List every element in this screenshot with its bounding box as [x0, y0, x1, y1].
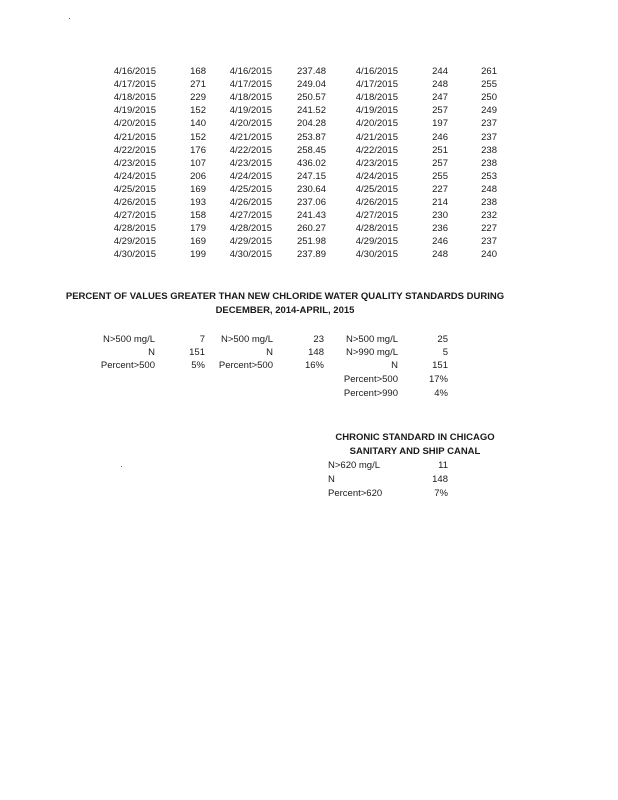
table-cell: 4/27/2015 — [113, 210, 156, 222]
table-cell: 248 — [432, 79, 448, 91]
table-cell: 4/17/2015 — [355, 79, 398, 91]
table-cell: 4/26/2015 — [229, 197, 272, 208]
table-cell: 230 — [432, 210, 448, 222]
chronic-r2-value: 148 — [432, 474, 448, 485]
table-cell: 251 — [432, 144, 448, 156]
chronic-r3-value: 7% — [434, 488, 448, 499]
col1-r3-label: Percent>500 — [100, 360, 155, 371]
table-cell: 4/24/2015 — [113, 170, 156, 182]
col2-r1-value: 23 — [313, 334, 324, 345]
table-cell: 261 — [481, 66, 497, 77]
table-cell: 238 — [481, 157, 497, 169]
col1-r3-value: 5% — [191, 360, 205, 371]
col3-r2-label: N>990 mg/L — [345, 347, 398, 358]
col2-r2-value: 148 — [308, 347, 324, 358]
table-cell: 4/16/2015 — [113, 66, 156, 77]
table-cell: 4/26/2015 — [113, 197, 156, 208]
table-cell: 4/30/2015 — [113, 249, 156, 261]
table-cell: 4/19/2015 — [355, 105, 398, 117]
table-cell: 247 — [432, 92, 448, 104]
table-cell: 238 — [481, 144, 497, 156]
table-cell: 4/19/2015 — [229, 105, 272, 117]
table-cell: 4/25/2015 — [113, 183, 156, 195]
col1-r2-label: N — [148, 347, 155, 358]
table-cell: 214 — [432, 197, 448, 208]
col1-r1-value: 7 — [199, 334, 205, 345]
table-cell: 4/23/2015 — [113, 157, 156, 169]
table-cell: 140 — [190, 118, 206, 130]
table-cell: 4/20/2015 — [355, 118, 398, 130]
table-cell: 152 — [190, 105, 206, 117]
table-cell: 206 — [190, 170, 206, 182]
table-cell: 4/25/2015 — [229, 183, 272, 195]
col3-r3-value: 151 — [432, 360, 448, 371]
percent-section-title-line1: PERCENT OF VALUES GREATER THAN NEW CHLORIDE WATER QUALITY STANDARDS DURING — [65, 291, 505, 302]
table-cell: 4/22/2015 — [113, 144, 156, 156]
table-cell: 249.04 — [296, 79, 326, 91]
table-cell: 4/20/2015 — [229, 118, 272, 130]
table-cell: 4/16/2015 — [229, 66, 272, 77]
table-cell: 260.27 — [296, 223, 326, 235]
col3-r5-label: Percent>990 — [343, 388, 398, 399]
table-cell: 237.48 — [296, 66, 326, 77]
table-cell: 4/25/2015 — [355, 183, 398, 195]
table-cell: 4/29/2015 — [113, 236, 156, 248]
table-cell: 249 — [481, 105, 497, 117]
table-cell: 237 — [481, 131, 497, 143]
table-cell: 4/21/2015 — [113, 131, 156, 143]
col3-r1-label: N>500 mg/L — [345, 334, 398, 345]
col3-r5-value: 4% — [434, 388, 448, 399]
table-cell: 248 — [432, 249, 448, 261]
table-cell: 232 — [481, 210, 497, 222]
col1-r1-label: N>500 mg/L — [102, 334, 155, 345]
scan-speck — [69, 18, 70, 19]
table-cell: 4/22/2015 — [229, 144, 272, 156]
table-cell: 4/20/2015 — [113, 118, 156, 130]
table-cell: 248 — [481, 183, 497, 195]
table-cell: 271 — [190, 79, 206, 91]
table-cell: 152 — [190, 131, 206, 143]
table-cell: 4/27/2015 — [355, 210, 398, 222]
table-cell: 4/24/2015 — [355, 170, 398, 182]
table-cell: 227 — [481, 223, 497, 235]
table-cell: 4/18/2015 — [113, 92, 156, 104]
table-cell: 238 — [481, 197, 497, 208]
table-cell: 251.98 — [296, 236, 326, 248]
table-cell: 4/17/2015 — [113, 79, 156, 91]
table-cell: 258.45 — [296, 144, 326, 156]
table-cell: 179 — [190, 223, 206, 235]
table-cell: 4/29/2015 — [229, 236, 272, 248]
col3-r1-value: 25 — [437, 334, 448, 345]
table-cell: 253.87 — [296, 131, 326, 143]
table-cell: 436.02 — [296, 157, 326, 169]
table-cell: 197 — [432, 118, 448, 130]
chronic-section-title-line2: SANITARY AND SHIP CANAL — [349, 446, 481, 457]
table-cell: 229 — [190, 92, 206, 104]
chronic-r1-label: N>620 mg/L — [328, 460, 381, 471]
table-cell: 4/17/2015 — [229, 79, 272, 91]
table-cell: 4/18/2015 — [355, 92, 398, 104]
col2-r3-value: 16% — [304, 360, 324, 371]
table-cell: 4/26/2015 — [355, 197, 398, 208]
table-cell: 255 — [481, 79, 497, 91]
col3-r2-value: 5 — [442, 347, 448, 358]
table-cell: 230.64 — [296, 183, 326, 195]
table-cell: 236 — [432, 223, 448, 235]
table-cell: 107 — [190, 157, 206, 169]
col3-r4-label: Percent>500 — [343, 374, 398, 385]
table-cell: 4/27/2015 — [229, 210, 272, 222]
table-cell: 247.15 — [296, 170, 326, 182]
col1-r2-value: 151 — [189, 347, 205, 358]
table-cell: 4/16/2015 — [355, 66, 398, 77]
chronic-r3-label: Percent>620 — [328, 488, 383, 499]
table-cell: 246 — [432, 236, 448, 248]
chronic-r1-value: 11 — [438, 460, 448, 471]
chronic-section-title-line1: CHRONIC STANDARD IN CHICAGO — [335, 432, 495, 443]
table-cell: 4/28/2015 — [229, 223, 272, 235]
table-cell: 4/19/2015 — [113, 105, 156, 117]
table-cell: 227 — [432, 183, 448, 195]
table-cell: 4/22/2015 — [355, 144, 398, 156]
col3-r4-value: 17% — [428, 374, 448, 385]
table-cell: 241.52 — [296, 105, 326, 117]
table-cell: 253 — [481, 170, 497, 182]
table-cell: 4/29/2015 — [355, 236, 398, 248]
table-cell: 4/28/2015 — [113, 223, 156, 235]
scan-speck — [121, 466, 122, 467]
table-cell: 168 — [190, 66, 206, 77]
table-cell: 4/30/2015 — [229, 249, 272, 261]
table-cell: 204.28 — [296, 118, 326, 130]
table-cell: 4/23/2015 — [229, 157, 272, 169]
percent-section-title-line2: DECEMBER, 2014-APRIL, 2015 — [215, 305, 355, 316]
table-cell: 4/24/2015 — [229, 170, 272, 182]
col3-r3-label: N — [391, 360, 398, 371]
table-cell: 257 — [432, 157, 448, 169]
table-cell: 4/23/2015 — [355, 157, 398, 169]
table-cell: 244 — [432, 66, 448, 77]
table-cell: 158 — [190, 210, 206, 222]
table-cell: 240 — [481, 249, 497, 261]
table-cell: 199 — [190, 249, 206, 261]
col2-r2-label: N — [266, 347, 273, 358]
table-cell: 237.89 — [296, 249, 326, 261]
col2-r1-label: N>500 mg/L — [220, 334, 273, 345]
table-cell: 4/21/2015 — [229, 131, 272, 143]
table-cell: 4/21/2015 — [355, 131, 398, 143]
table-cell: 246 — [432, 131, 448, 143]
table-cell: 169 — [190, 236, 206, 248]
table-cell: 241.43 — [296, 210, 326, 222]
table-cell: 193 — [190, 197, 206, 208]
table-cell: 250 — [481, 92, 497, 104]
table-cell: 4/30/2015 — [355, 249, 398, 261]
table-cell: 237.06 — [296, 197, 326, 208]
table-cell: 237 — [481, 236, 497, 248]
table-cell: 4/28/2015 — [355, 223, 398, 235]
table-cell: 250.57 — [296, 92, 326, 104]
table-cell: 237 — [481, 118, 497, 130]
col2-r3-label: Percent>500 — [218, 360, 273, 371]
table-cell: 176 — [190, 144, 206, 156]
chronic-r2-label: N — [328, 474, 335, 485]
table-cell: 255 — [432, 170, 448, 182]
table-cell: 257 — [432, 105, 448, 117]
table-cell: 4/18/2015 — [229, 92, 272, 104]
table-cell: 169 — [190, 183, 206, 195]
